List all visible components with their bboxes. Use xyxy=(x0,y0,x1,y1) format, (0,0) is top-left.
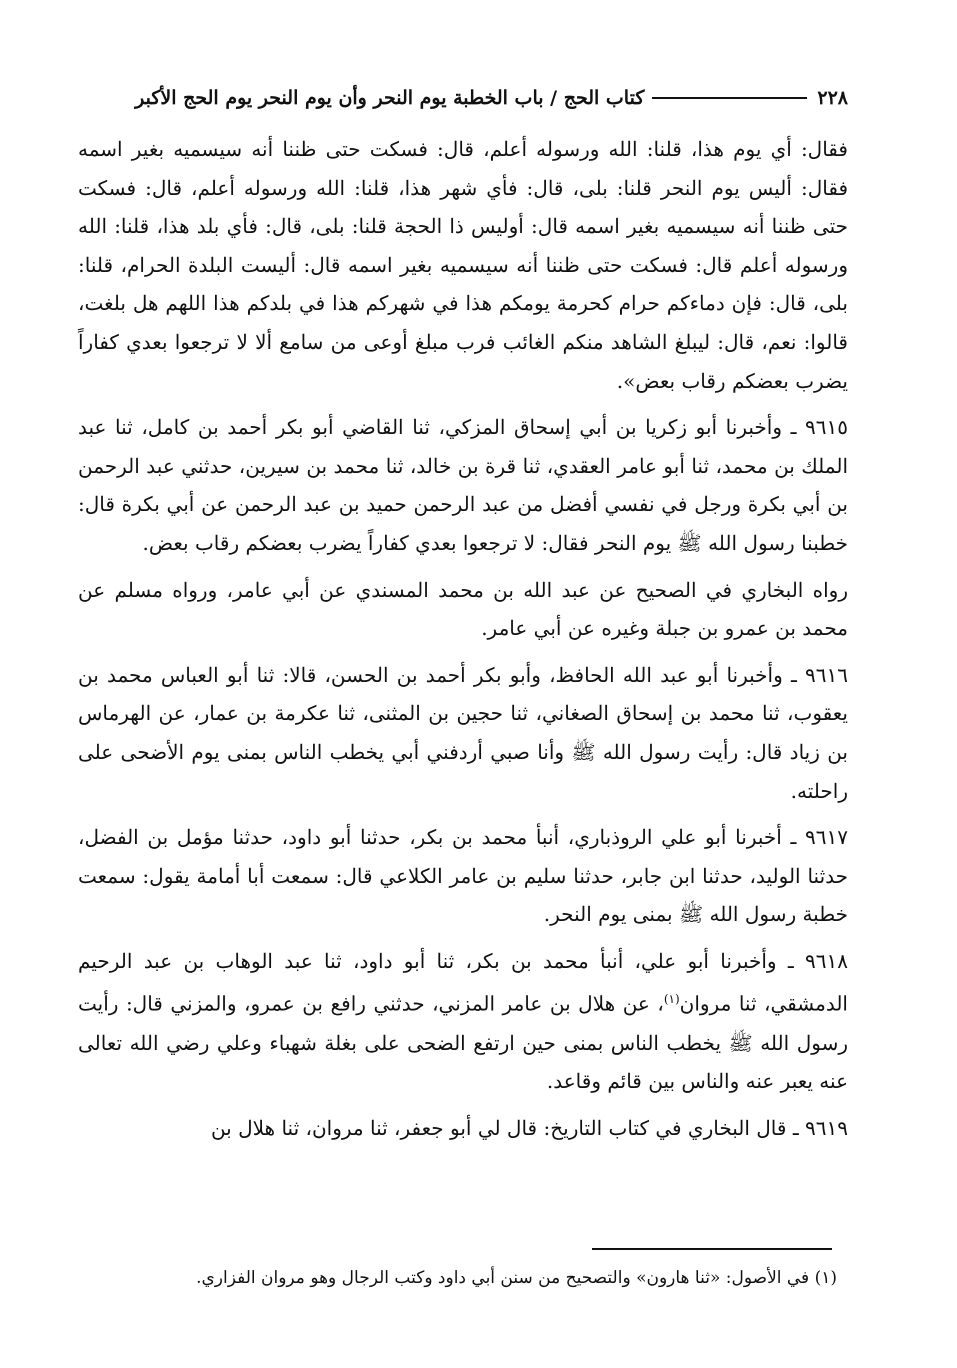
footnote-marker[interactable]: (١) xyxy=(663,992,680,1007)
page xyxy=(78,78,848,1156)
paragraph: فقال: أي يوم هذا، قلنا: الله ورسوله أعلم، قال: فسكت حتى ظننا أنه سيسميه بغير اسمه فقال: أليس يوم النحر قلنا: بلى، قال: فأي شهر هذا، قلنا: الله ورسوله أعلم، قال: فسكت حتى ظننا أنه سيسميه بغير اسمه قال: أوليس ذا الحجة قلنا: بلى، قال: فأي بلد هذا، قلنا: الله ورسوله أعلم قال: فسكت حتى ظننا أنه سيسميه بغير اسمه قال: أليست البلدة الحرام، قلنا: بلى، قال: فإن دماءكم حرام كحرمة يومكم هذا في شهركم هذا في بلدكم هذا اللهم هل بلغت، قالوا: نعم، قال: ليبلغ الشاهد منكم الغائب فرب مبلغ أوعى من سامع ألا لا ترجعوا بعدي كفاراً يضرب بعضكم رقاب بعض». xyxy=(78,137,848,393)
paragraph-text: ، عن هلال بن عامر المزني، حدثني رافع بن عمرو، والمزني قال: رأيت رسول الله ﷺ يخطب الناس بمنى حين ارتفع الضحى على بغلة شهباء وعلي رضي الله تعالى عنه يعبر عنه والناس بين قائم وقاعد. xyxy=(78,992,848,1094)
footnote: (١) في الأصول: «ثنا هارون» والتصحيح من سنن أبي داود وكتب الرجال وهو مروان الفزاري. xyxy=(196,1268,837,1288)
paragraph: ٩٦١٩ ـ قال البخاري في كتاب التاريخ: قال لي أبو جعفر، ثنا مروان، ثنا هلال بن xyxy=(210,1115,848,1140)
page-number: ٢٢٨ xyxy=(817,87,848,109)
paragraph: ٩٦١٦ ـ وأخبرنا أبو عبد الله الحافظ، وأبو بكر أحمد بن الحسن، قالا: ثنا أبو العباس محمد بن يعقوب، ثنا محمد بن إسحاق الصغاني، ثنا حجين بن المثنى، ثنا عكرمة بن عمار، عن الهرماس بن زياد قال: رأيت رسول الله ﷺ وأنا صبي أردفني أبي يخطب الناس بمنى يوم الأضحى على راحلته. xyxy=(78,662,848,803)
paragraph: رواه البخاري في الصحيح عن عبد الله بن محمد المسندي عن أبي عامر، ورواه مسلم عن محمد بن عمرو بن جبلة وغيره عن أبي عامر. xyxy=(78,577,848,641)
paragraph: ٩٦١٧ ـ أخبرنا أبو علي الروذباري، أنبأ محمد بن بكر، حدثنا أبو داود، حدثنا مؤمل بن الفضل، حدثنا الوليد، حدثنا ابن جابر، حدثنا سليم بن عامر الكلاعي قال: سمعت أبا أمامة يقول: سمعت خطبة رسول الله ﷺ بمنى يوم النحر. xyxy=(78,825,848,927)
main-text xyxy=(78,130,848,1148)
paragraph-text: ٩٦١٨ ـ وأخبرنا أبو علي، أنبأ محمد بن بكر، ثنا أبو داود، ثنا عبد الوهاب بن عبد الرحيم الدمشقي، ثنا مروان xyxy=(78,948,848,1017)
header-rule xyxy=(652,97,807,99)
footnote-rule xyxy=(592,1248,832,1250)
paragraph xyxy=(78,942,848,1101)
header-title: كتاب الحج / باب الخطبة يوم النحر وأن يوم النحر يوم الحج الأكبر xyxy=(135,87,645,109)
running-header xyxy=(78,78,848,118)
paragraph: ٩٦١٥ ـ وأخبرنا أبو زكريا بن أبي إسحاق المزكي، ثنا القاضي أبو بكر أحمد بن كامل، ثنا عبد الملك بن محمد، ثنا أبو عامر العقدي، ثنا قرة بن خالد، ثنا محمد بن سيرين، حدثني عبد الرحمن بن أبي بكرة ورجل في نفسي أفضل من عبد الرحمن حميد بن عبد الرحمن عن أبي بكرة قال: خطبنا رسول الله ﷺ يوم النحر فقال: لا ترجعوا بعدي كفاراً يضرب بعضكم رقاب بعض. xyxy=(78,415,849,555)
